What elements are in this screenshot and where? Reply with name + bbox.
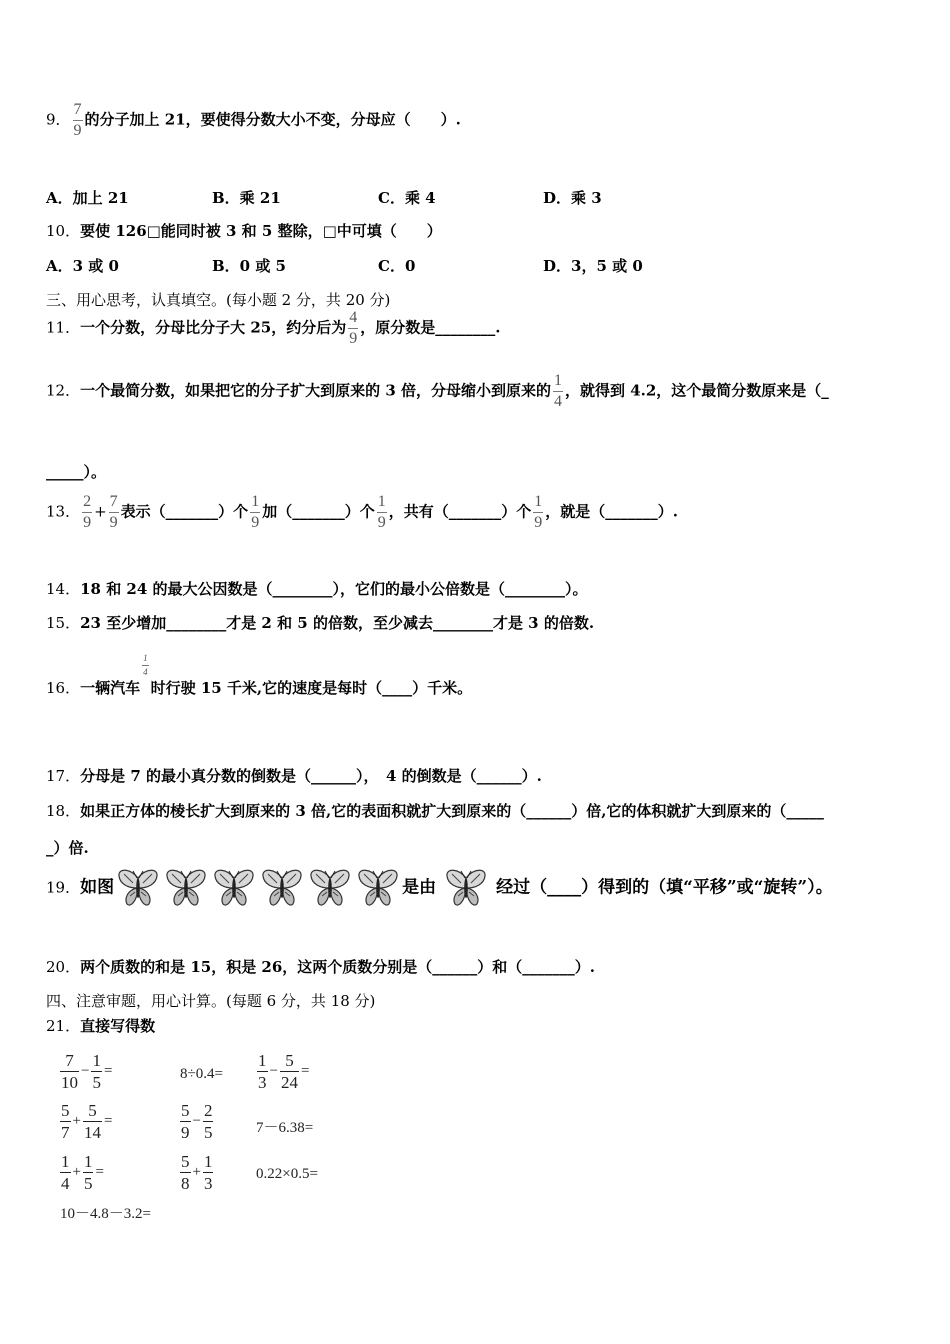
question-18-continued: _）倍. <box>46 839 89 857</box>
question-number: 14． <box>46 580 81 598</box>
question-16 <box>46 654 472 698</box>
calc-4: $\frac{5}{7}$ + $\frac{5}{14}$ = <box>61 1101 113 1142</box>
calc-5: $\frac{5}{9}$ − $\frac{2}{5}$ <box>181 1101 213 1142</box>
question-number: 20． <box>46 958 81 976</box>
option-b: B．乘 21 <box>212 189 281 207</box>
question-text: 分母是 7 的最小真分数的倒数是（______）， 4 的倒数是（______）. <box>80 767 542 785</box>
option-c: C．乘 4 <box>378 189 436 207</box>
butterfly-icon <box>444 866 488 910</box>
calc-1: $\frac{7}{10}$ − $\frac{1}{5}$ = <box>61 1051 113 1092</box>
question-text: 23 至少增加________才是 2 和 5 的倍数，至少减去________才是 3 的倍数. <box>80 614 595 632</box>
butterfly-icon <box>260 866 304 910</box>
calc-9: 0.22×0.5= <box>256 1166 318 1182</box>
section-4-heading: 四、注意审题，用心计算。(每题 6 分，共 18 分) <box>46 992 376 1010</box>
option-a: A．加上 21 <box>46 189 129 207</box>
question-text: ，就是（_______）. <box>545 502 678 521</box>
question-text: 两个质数的和是 15，积是 26，这两个质数分别是（______）和（_______）. <box>80 958 596 976</box>
fraction: $\frac{7}{9}$ <box>109 493 118 531</box>
butterfly-icon <box>212 866 256 910</box>
fraction: $\frac{4}{9}$ <box>349 309 358 347</box>
question-15 <box>46 612 594 633</box>
calc-7: $\frac{1}{4}$ + $\frac{1}{5}$ = <box>61 1152 104 1193</box>
question-text: 直接写得数 <box>80 1017 156 1035</box>
question-number: 21． <box>46 1017 81 1035</box>
butterfly-icon <box>164 866 208 910</box>
option-d: D．乘 3 <box>543 189 602 207</box>
question-13 <box>46 494 678 531</box>
butterfly-icon <box>308 866 352 910</box>
butterfly-icon <box>116 866 160 910</box>
fraction: $\frac{1}{9}$ <box>377 493 386 531</box>
calc-2: 8÷0.4= <box>180 1066 223 1082</box>
question-12 <box>46 373 829 410</box>
question-9 <box>46 102 461 139</box>
question-text: 是由 <box>402 877 437 898</box>
question-number: 12． <box>46 381 81 400</box>
calc-3: $\frac{1}{3}$ − $\frac{5}{24}$ = <box>258 1051 310 1092</box>
plus-sign: + <box>94 502 107 521</box>
calc-6: 7－6.38= <box>256 1120 314 1136</box>
question-text: ，共有（_______）个 <box>388 502 532 521</box>
question-12-continued: _____）。 <box>46 463 107 481</box>
question-text: 经过（____）得到的（填“平移”或“旋转”）。 <box>496 877 833 898</box>
question-text: ，就得到 4.2，这个最简分数原来是（_ <box>564 381 829 400</box>
option-b: B．0 或 5 <box>212 257 286 275</box>
question-21 <box>46 1015 155 1036</box>
question-number: 9． <box>46 110 71 129</box>
calc-8: $\frac{5}{8}$ + $\frac{1}{3}$ <box>181 1152 213 1193</box>
calc-10: 10－4.8－3.2= <box>60 1206 151 1222</box>
fraction: $\frac{7}{9}$ <box>73 101 82 139</box>
question-number: 11． <box>46 318 81 337</box>
option-c: C．0 <box>378 257 416 275</box>
question-number: 19． <box>46 878 81 897</box>
fraction: $\frac{1}{4}$ <box>143 653 148 677</box>
question-text: 一个最简分数，如果把它的分子扩大到原来的 3 倍，分母缩小到原来的 <box>80 381 551 400</box>
question-text: ，原分数是________. <box>360 318 501 337</box>
question-10 <box>46 220 442 241</box>
question-number: 18． <box>46 802 81 820</box>
question-text: 一个分数，分母比分子大 25，约分后为 <box>80 318 347 337</box>
question-text: 表示（_______）个 <box>120 502 249 521</box>
question-number: 10． <box>46 222 81 240</box>
fraction: $\frac{1}{4}$ <box>553 372 562 410</box>
question-number: 16． <box>46 679 81 697</box>
question-number: 17． <box>46 767 81 785</box>
question-17 <box>46 765 542 786</box>
question-text: 加（_______）个 <box>262 502 375 521</box>
fraction: $\frac{1}{9}$ <box>534 493 543 531</box>
option-d: D．3，5 或 0 <box>543 257 643 275</box>
question-text: 时行驶 15 千米,它的速度是每时（____）千米。 <box>150 679 473 697</box>
question-number: 13． <box>46 502 81 521</box>
question-14 <box>46 578 588 599</box>
question-number: 15． <box>46 614 81 632</box>
option-a: A．3 或 0 <box>46 257 119 275</box>
fraction: $\frac{1}{9}$ <box>251 493 260 531</box>
section-3-heading: 三、用心思考，认真填空。(每小题 2 分，共 20 分) <box>46 291 391 309</box>
question-text: 如果正方体的棱长扩大到原来的 3 倍,它的表面积就扩大到原来的（______）倍,它的体积就扩大到原来的（_____ <box>80 802 824 820</box>
question-text: 的分子加上 21，要使得分数大小不变，分母应（ ）. <box>84 110 461 129</box>
fraction: $\frac{2}{9}$ <box>83 493 92 531</box>
question-20 <box>46 956 595 977</box>
question-text: 18 和 24 的最大公因数是（________），它们的最小公倍数是（________）。 <box>80 580 588 598</box>
question-18 <box>46 800 824 821</box>
butterfly-icon <box>356 866 400 910</box>
question-text: 如图 <box>80 877 115 898</box>
question-19 <box>46 866 833 910</box>
question-11 <box>46 310 500 347</box>
question-text: 要使 126□能同时被 3 和 5 整除，□中可填（ ） <box>80 222 442 240</box>
question-text: 一辆汽车 <box>80 679 141 697</box>
